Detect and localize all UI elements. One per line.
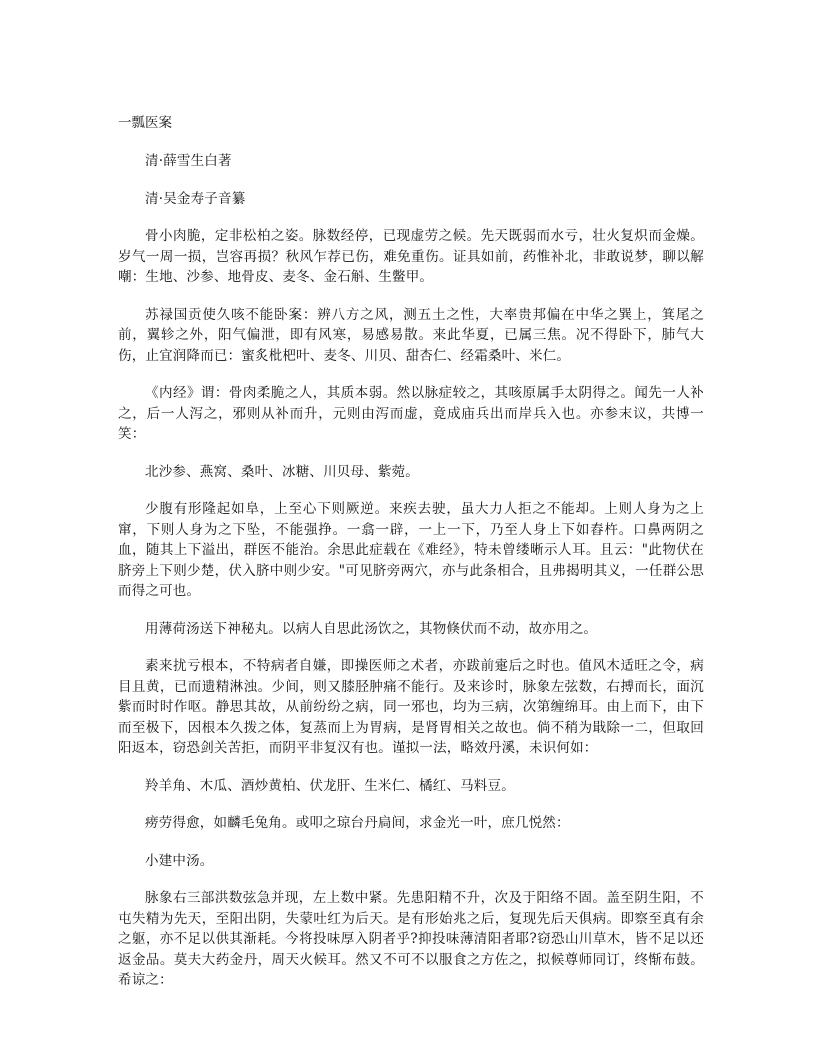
document-title: 一瓢医案 — [118, 115, 172, 131]
document-page — [118, 113, 704, 1008]
case-paragraph: 少腹有形隆起如阜，上至心下则厥逆。来疾去驶，虽大力人拒之不能却。上则人身为之上窜，下则人身为之下坠，不能强挣。一翕一辟，一上一下，乃至人身上下如舂杵。口鼻两阴之血，随其上下溢出，群医不能治。余思此症载在《难经》，特未曾缕晰示人耳。且云："此物伏在脐旁上下则少楚，伏入脐中则少安。"可见脐旁两穴，亦与此条相合，且弗揭明其义，一任群公思而得之可也。 — [118, 501, 704, 599]
case-paragraph: 脉象右三部洪数弦急并现，左上数中紧。先患阳精不升，次及于阳络不固。盖至阴生阳，不屯失精为先天，至阳出阴，失蒙吐红为后天。是有形始兆之后，复现先后天俱病。即察至真有余之躯，亦不足以供其渐耗。今将投味厚入阴者乎?抑投味薄清阳者耶?窃恐山川草木，皆不足以还返金品。莫夫大药金丹，周天火候耳。然又不可不以服食之方佐之，拟候尊师同订，终惭布鼓。希谅之： — [118, 890, 704, 988]
case-paragraph: 骨小肉脆，定非松柏之姿。脉数经停，已现虚劳之候。先天既弱而水亏，壮火复炽而金燥。岁气一周一损，岂容再损？秋风乍荐已伤，难免重伤。证具如前，药惟补北，非敢说梦，聊以解嘲：生地、沙参、地骨皮、麦冬、金石斛、生鳖甲。 — [118, 228, 704, 285]
prescription-paragraph: 小建中汤。 — [145, 852, 214, 869]
editor-line: 清·吴金寿子音纂 — [145, 190, 246, 207]
case-paragraph: 用薄荷汤送下神秘丸。以病人自思此汤饮之，其物倏伏而不动，故亦用之。 — [145, 620, 598, 637]
prescription-paragraph: 北沙参、燕窝、桑叶、冰糖、川贝母、紫菀。 — [145, 463, 419, 480]
case-paragraph: 苏禄国贡使久咳不能卧案：辨八方之风，测五土之性，大率贵邦偏在中华之巽上，箕尾之前，翼轸之外，阳气偏泄，即有风寒，易感易散。来此华夏，已属三焦。况不得卧下，肺气大伤，止宜润降而已：蜜炙枇杷叶、麦冬、川贝、甜杏仁、经霜桑叶、米仁。 — [118, 306, 704, 364]
author-line: 清·薛雪生白著 — [145, 153, 232, 169]
case-paragraph: 素来扰亏根本，不特病者自嫌，即操医师之术者，亦跋前疐后之时也。值风木适旺之令，病目且黄，已而遗精淋浊。少间，则又膝胫肿痛不能行。及来诊时，脉象左弦数，右搏而长，面沉紫而时时作呕。静思其故，从前纷纷之病，同一邪也，均为三病，次第缠绵耳。由上而下，由下而至极下，因根本久拨之体，复蒸而上为胃病，是肾胃相关之故也。倘不稍为戢除一二，但取回阳返本，窃恐剑关苦拒，而阴平非复汉有也。谨拟一法，略效丹溪，未识何如： — [118, 658, 704, 756]
case-paragraph: 《内经》谓：骨肉柔脆之人，其质本弱。然以脉症较之，其咳原属手太阴得之。闻先一人补之，后一人泻之，邪则从补而升，元则由泻而虚，竟成庙兵出而岸兵入也。亦参末议，共博一笑： — [118, 385, 704, 442]
prescription-paragraph: 羚羊角、木瓜、酒炒黄柏、伏龙肝、生米仁、橘红、马料豆。 — [145, 777, 515, 794]
case-paragraph: 痨劳得愈，如麟毛兔角。或叩之琼台丹扃间，求金光一叶，庶几悦然： — [145, 815, 570, 831]
